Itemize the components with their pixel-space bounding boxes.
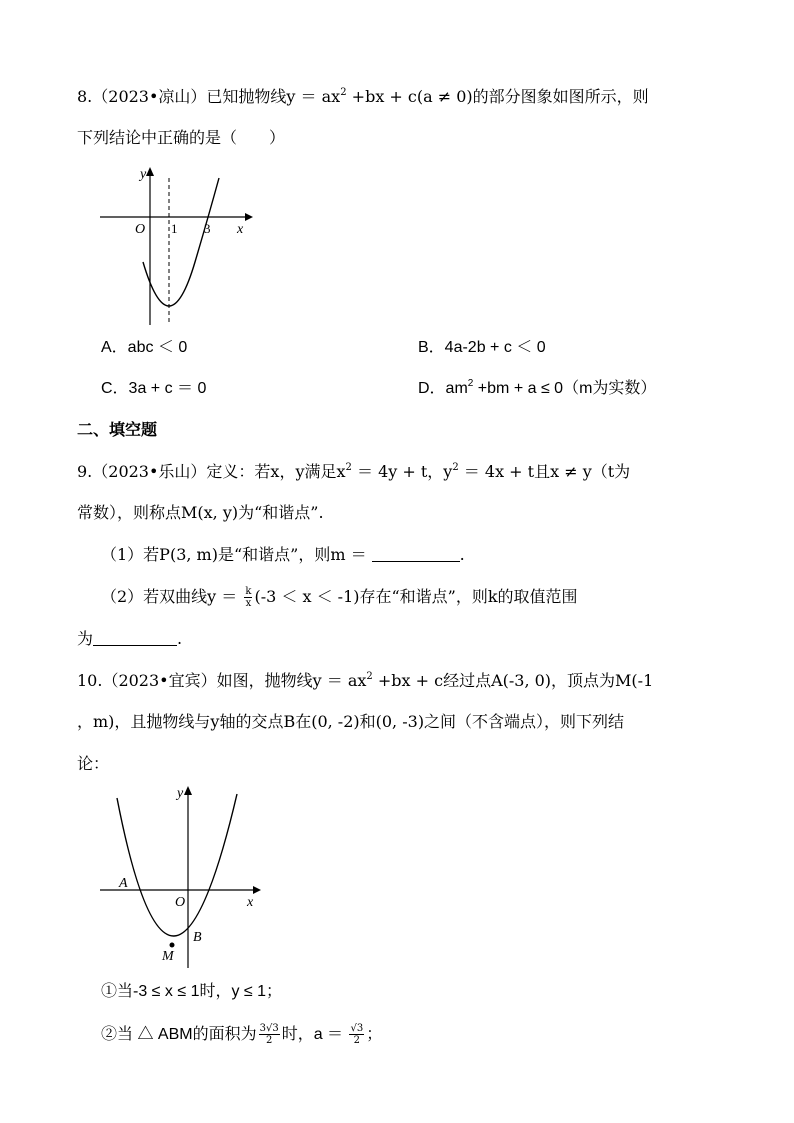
q8-option-b: B．4a-2b + c ＜ 0 xyxy=(418,339,546,356)
x-axis-label: x xyxy=(247,895,254,910)
q8-option-d: D．$am^2 +bm + a \le 0(m$为实数） xyxy=(418,378,657,397)
y-axis-label: y xyxy=(140,167,147,182)
x-axis-label: x xyxy=(237,222,244,237)
tick-label-3: 3 xyxy=(204,221,211,236)
answer-blank-1[interactable] xyxy=(372,545,460,562)
y-axis-label: y xyxy=(177,786,184,801)
q8-stem-line1: 8.（2023•凉山）已知抛物线$y = ax^2 +bx + c(a \ne 0)$的部分图象如图所示，则 xyxy=(77,87,649,106)
q8-stem-line2: 下列结论中正确的是（ ） xyxy=(77,128,286,147)
tick-label-1: 1 xyxy=(171,221,178,236)
point-a-label: A xyxy=(119,876,128,891)
q9-part2: （2）若双曲线y ＝ $\frac{k}{x}$ (-3 ＜ x ＜ -1)存在“和谐点”，则k的取值范围 xyxy=(101,586,578,609)
origin-label: O xyxy=(135,222,146,237)
origin-label: O xyxy=(175,895,186,910)
exponent: 2 xyxy=(340,87,347,98)
q10-parabola-graph xyxy=(95,780,265,970)
section-title: 二、填空题 xyxy=(77,420,158,439)
vertex-m-label: M xyxy=(162,949,174,964)
q9-stem-line2: 常数），则称点M(x, y)为“和谐点”. xyxy=(77,503,324,522)
q8-option-a: A．abc ＜ 0 xyxy=(101,339,188,356)
q10-item1: ①当-3 ≤ x ≤ 1时，y ≤ 1； xyxy=(101,983,283,1000)
q8-option-c: C．3a + c ＝ 0 xyxy=(101,380,207,397)
q10-item2: ②当 △ ABM的面积为 $\frac{3√3}{2}$ 时，a ＝ $\frac{√3}{2}$ ； xyxy=(101,1023,383,1046)
q9-stem-line1: 9.（2023•乐山）定义：若x，y满足$x^2 = 4y + t$，$y^2 = 4x + t$且x ≠ y（t为 xyxy=(77,462,631,481)
q8-parabola-graph xyxy=(95,160,260,330)
point-b-label: B xyxy=(193,930,202,945)
answer-blank-2[interactable] xyxy=(93,629,177,646)
fraction-3root3-over-2: $\frac{3√3}{2}$ xyxy=(259,1023,279,1046)
fraction-k-over-x: $\frac{k}{x}$ xyxy=(245,586,252,609)
q10-stem-line1: 10.（2023•宜宾）如图，抛物线$y = ax^2 +bx + c$经过点A(-3, 0)，顶点为M(-1 xyxy=(77,671,654,690)
q9-part2-cont: 为 . xyxy=(77,629,183,648)
fraction-root3-over-2: $\frac{√3}{2}$ xyxy=(350,1023,364,1046)
q10-stem-line2: ，m)，且抛物线与y轴的交点B在(0, -2)和(0, -3)之间（不含端点），则下列结 xyxy=(77,712,625,731)
q10-stem-line3: 论： xyxy=(77,754,110,773)
q9-part1: （1）若P(3, m)是“和谐点”，则m ＝ . xyxy=(101,545,465,564)
